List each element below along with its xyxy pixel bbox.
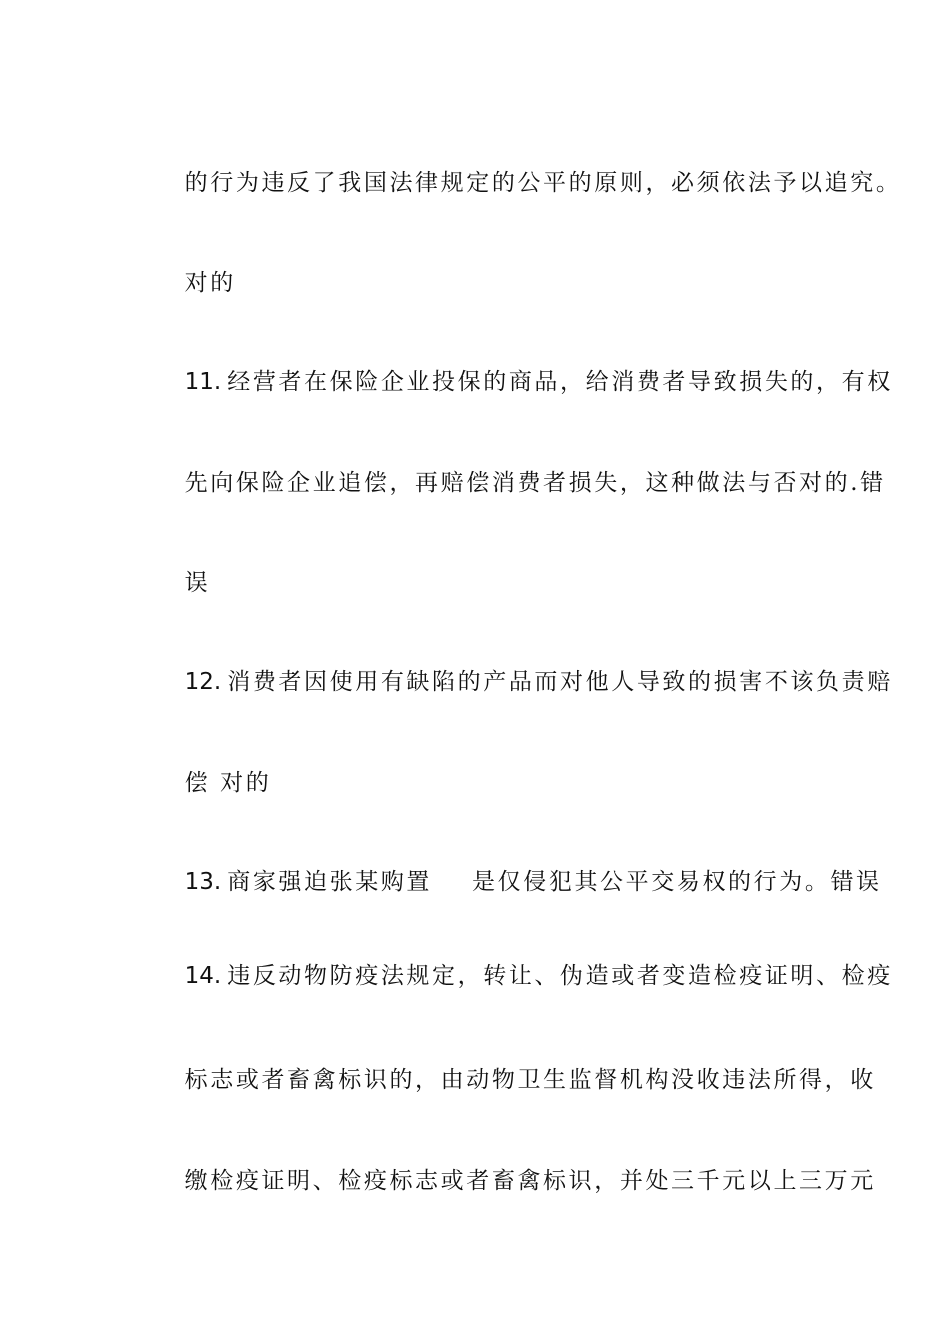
line-text: 对的 <box>184 270 236 296</box>
text-line <box>145 538 210 628</box>
text-line <box>145 738 271 828</box>
question-number: 11. <box>184 369 222 395</box>
line-text: 经营者在保险企业投保的商品，给消费者导致损失的，有权 <box>227 369 893 395</box>
question-number: 14. <box>184 963 222 989</box>
question-12 <box>145 637 893 727</box>
line-text: 误 <box>184 570 211 596</box>
text-line <box>145 238 236 328</box>
line-text: 违反动物防疫法规定，转让、伪造或者变造检疫证明、检疫 <box>227 963 893 989</box>
text-line <box>145 438 886 528</box>
line-text: 偿 对的 <box>184 770 272 796</box>
line-text: 商家强迫张某购置 <box>227 869 433 895</box>
question-14 <box>145 931 893 1021</box>
line-text: 消费者因使用有缺陷的产品而对他人导致的损害不该负责赔 <box>227 669 893 695</box>
question-number: 12. <box>184 669 222 695</box>
question-13 <box>145 837 882 927</box>
text-line <box>145 1035 876 1125</box>
text-line <box>145 1136 876 1226</box>
line-text: 的行为违反了我国法律规定的公平的原则，必须依法予以追究。 <box>184 170 902 196</box>
line-text: 是仅侵犯其公平交易权的行为。错误 <box>472 869 882 895</box>
line-text: 先向保险企业追偿，再赔偿消费者损失，这种做法与否对的.错 <box>184 470 886 496</box>
line-text: 标志或者畜禽标识的，由动物卫生监督机构没收违法所得，收 <box>184 1067 876 1093</box>
question-number: 13. <box>184 869 222 895</box>
line-text: 缴检疫证明、检疫标志或者畜禽标识，并处三千元以上三万元 <box>184 1168 876 1194</box>
question-11 <box>145 337 893 427</box>
text-line <box>145 138 901 228</box>
